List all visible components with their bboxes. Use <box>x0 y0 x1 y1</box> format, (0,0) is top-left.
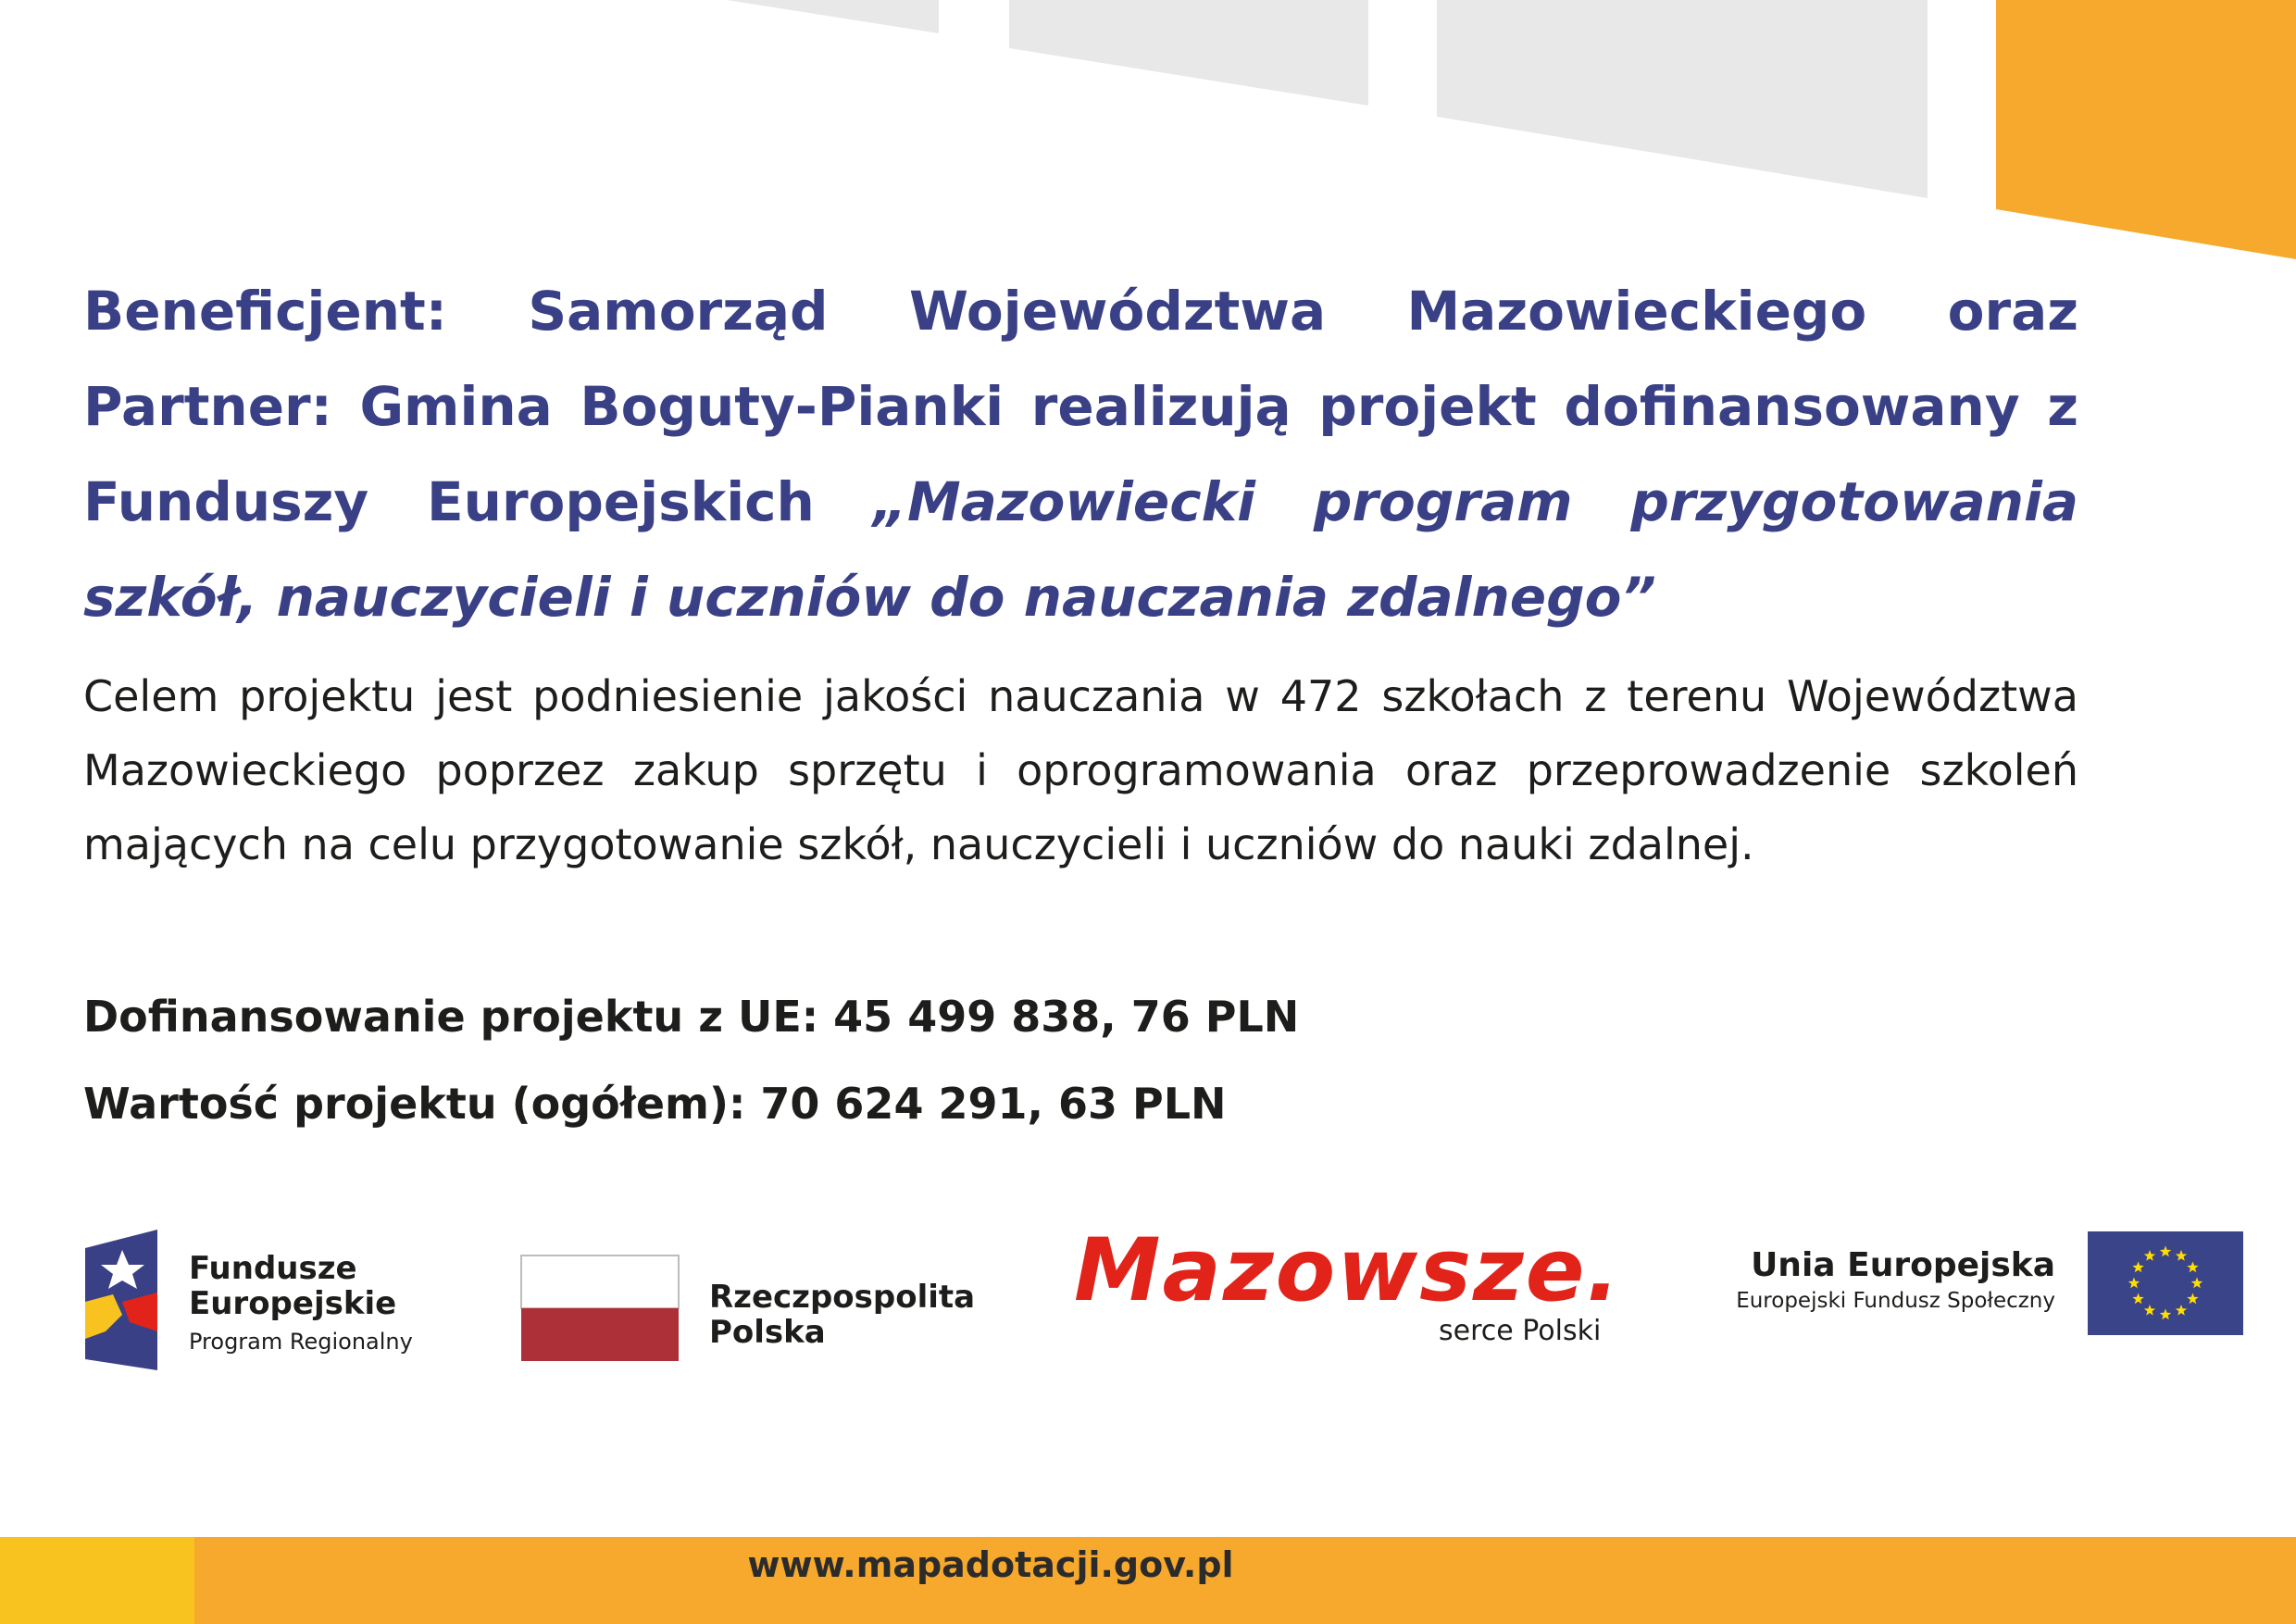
logo-fundusze-europejskie <box>85 1230 455 1373</box>
project-headline <box>83 264 2078 645</box>
top-decoration <box>0 0 2296 269</box>
unia-line2: Europejski Fundusz Społeczny <box>1736 1289 2055 1313</box>
logo-mazowsze <box>1074 1220 1629 1350</box>
fundusze-europejskie-star-icon <box>85 1230 157 1370</box>
unia-line1: Unia Europejska <box>1751 1246 2055 1284</box>
project-description: Celem projektu jest podniesienie jakości nauczania w 472 szkołach z terenu Województwa Mazowieckiego poprzez zakup sprzętu i oprogramowania oraz przeprowadzenie szkoleń mających na celu przygotowanie szkół, nauczycieli i uczniów do nauki zdalnej. <box>83 671 2078 869</box>
eu-flag-icon <box>2088 1231 2243 1335</box>
polish-flag-icon <box>520 1255 680 1362</box>
eu-funding-amount: Dofinansowanie projektu z UE: 45 499 838, 76 PLN <box>83 992 1300 1042</box>
footer-website-link[interactable]: www.mapadotacji.gov.pl <box>747 1544 1234 1585</box>
total-project-value: Wartość projektu (ogółem): 70 624 291, 63 PLN <box>83 1079 1227 1129</box>
fundusze-line1: Fundusze <box>189 1250 357 1287</box>
fundusze-line2: Europejskie <box>189 1285 397 1322</box>
rzeczpospolita-line2: Polska <box>709 1314 826 1351</box>
project-title: „Mazowiecki program przygotowania szkół, nauczycieli i uczniów do nauczania zdalnego” <box>83 470 2078 629</box>
mazowsze-tagline: serce Polski <box>1439 1315 1602 1347</box>
logo-unia-europejska <box>1703 1231 2245 1338</box>
logo-rzeczpospolita-polska <box>520 1255 1002 1366</box>
headline-main: Beneficjent: Samorząd Województwa Mazowieckiego oraz Partner: Gmina Boguty-Pianki realizują projekt dofinansowany z Funduszy Europejskich <box>83 280 2078 533</box>
fundusze-line3: Program Regionalny <box>189 1329 413 1355</box>
mazowsze-wordmark: Mazowsze. <box>1074 1220 1622 1321</box>
rzeczpospolita-line1: Rzeczpospolita <box>709 1279 976 1316</box>
